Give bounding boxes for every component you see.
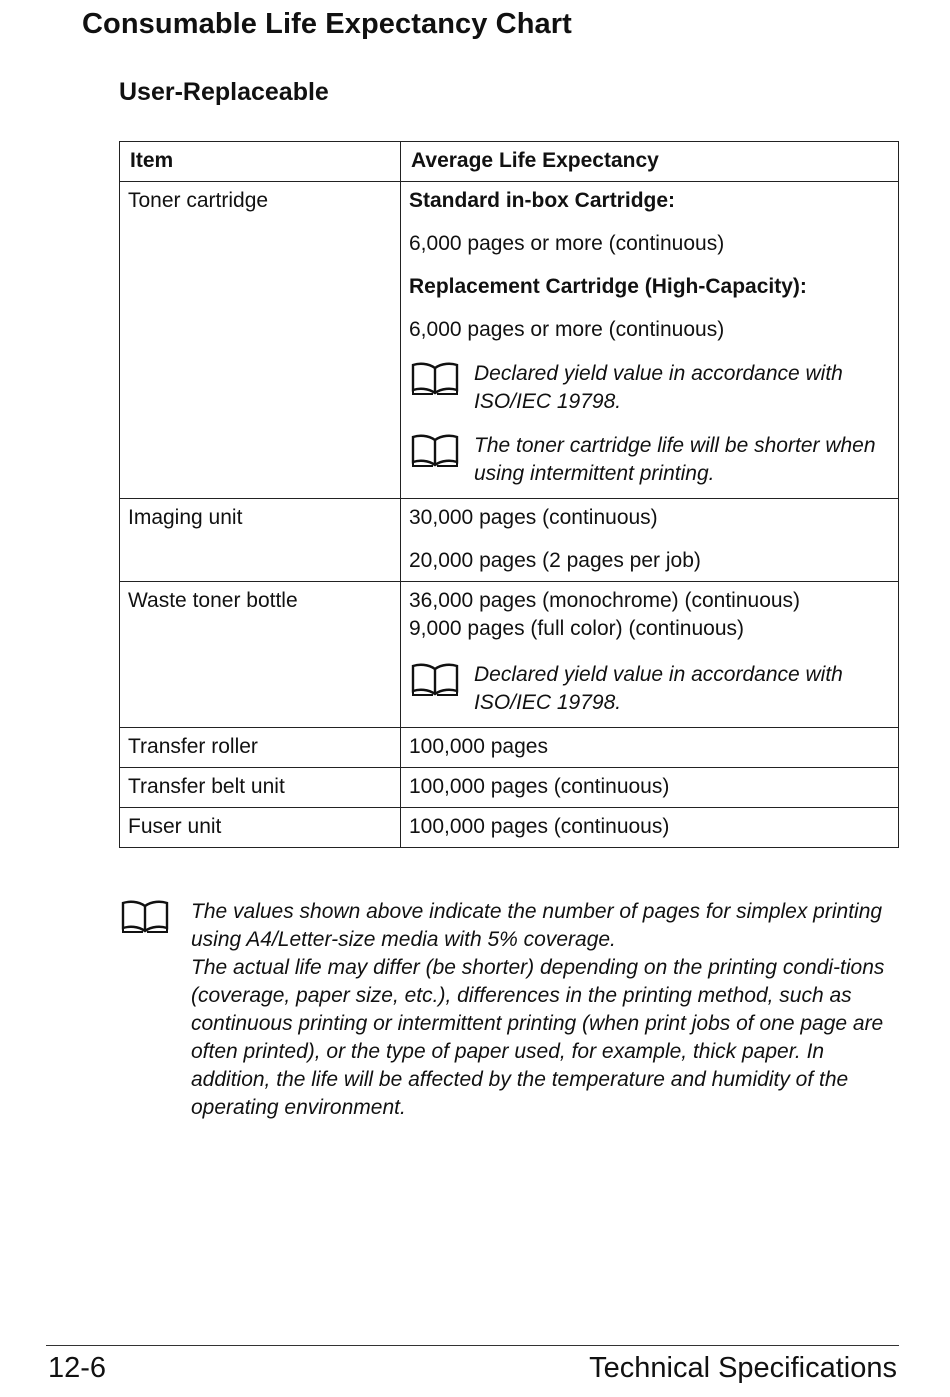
footer-divider [46, 1345, 899, 1346]
life-expectancy-table [119, 141, 899, 848]
open-book-icon [409, 661, 461, 697]
note-text: Declared yield value in accordance with ISO/IEC 19798. [474, 663, 843, 714]
open-book-icon [409, 360, 461, 396]
cell-life [401, 582, 899, 728]
section-title: User-Replaceable [119, 78, 329, 106]
open-book-icon [409, 432, 461, 468]
cell-item: Imaging unit [120, 499, 401, 582]
table-row [120, 182, 899, 499]
note [409, 360, 890, 416]
table-row [120, 808, 899, 848]
table-row [120, 582, 899, 728]
waste-value-color: 9,000 pages (full color) (continuous) [409, 617, 745, 640]
note-text: The toner cartridge life will be shorter when using intermittent printing. [474, 434, 876, 485]
imaging-value-per-job: 20,000 pages (2 pages per job) [409, 549, 701, 572]
standard-cartridge-label: Standard in-box Cartridge: [409, 189, 676, 212]
cell-life: 100,000 pages (continuous) [401, 808, 899, 848]
bottom-note-line2: The actual life may differ (be shorter) depending on the printing condi-tions (coverage, paper size, etc.), differences in the printing method, such as continuous printing or intermittent printing (when print jobs of one page are often printed), or the type of paper used, for example, thick paper. In addition, the life will be affected by the temperature and humidity of the operating environment. [191, 956, 885, 1119]
table-header-row [120, 142, 899, 182]
bottom-note-text [191, 898, 909, 1122]
imaging-value-continuous: 30,000 pages (continuous) [409, 506, 658, 529]
column-header-life: Average Life Expectancy [401, 142, 899, 182]
note [409, 432, 890, 488]
column-header-item: Item [120, 142, 401, 182]
replacement-cartridge-value: 6,000 pages or more (continuous) [409, 318, 725, 341]
cell-life [401, 182, 899, 499]
table-row [120, 728, 899, 768]
replacement-cartridge-label: Replacement Cartridge (High-Capacity): [409, 275, 807, 298]
cell-item: Transfer belt unit [120, 768, 401, 808]
table-row [120, 768, 899, 808]
waste-value-mono: 36,000 pages (monochrome) (continuous) [409, 589, 801, 612]
note-text: Declared yield value in accordance with ISO/IEC 19798. [474, 362, 843, 413]
note [409, 661, 890, 717]
cell-item: Transfer roller [120, 728, 401, 768]
cell-item: Fuser unit [120, 808, 401, 848]
standard-cartridge-value: 6,000 pages or more (continuous) [409, 232, 725, 255]
cell-item: Waste toner bottle [120, 582, 401, 728]
table-row [120, 499, 899, 582]
bottom-note-line1: The values shown above indicate the number of pages for simplex printing using A4/Letter-size media with 5% coverage. [191, 900, 883, 951]
cell-life: 100,000 pages [401, 728, 899, 768]
chapter-title: Technical Specifications [589, 1352, 897, 1384]
open-book-icon [119, 898, 171, 934]
page-number: 12-6 [48, 1352, 107, 1384]
cell-life [401, 499, 899, 582]
page-title: Consumable Life Expectancy Chart [82, 8, 572, 40]
cell-item: Toner cartridge [120, 182, 401, 499]
bottom-note [119, 898, 909, 1122]
cell-life: 100,000 pages (continuous) [401, 768, 899, 808]
